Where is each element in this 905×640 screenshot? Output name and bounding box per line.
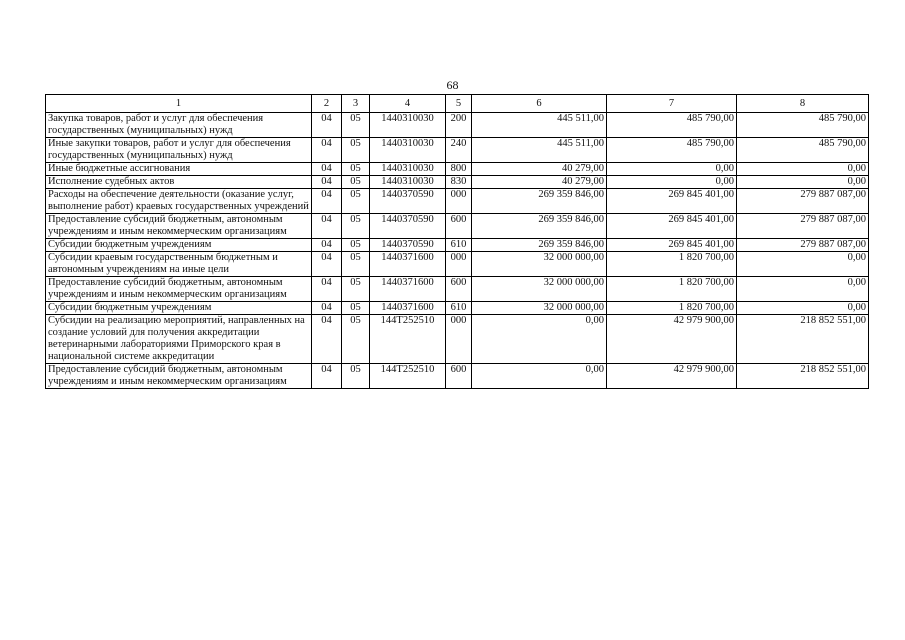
header-cell: 1 bbox=[46, 95, 312, 113]
table-row bbox=[46, 364, 869, 389]
target-article-cell: 1440370590 bbox=[370, 214, 446, 239]
table-row bbox=[46, 302, 869, 315]
expense-type-cell: 600 bbox=[446, 277, 472, 302]
row-name-cell: Предоставление субсидий бюджетным, автономным учреждениям и иным некоммерческим организациям bbox=[46, 214, 312, 239]
row-name-cell: Субсидии краевым государственным бюджетным и автономным учреждениям на иные цели bbox=[46, 252, 312, 277]
amount-col8-cell: 0,00 bbox=[737, 277, 869, 302]
amount-col7-cell: 485 790,00 bbox=[607, 113, 737, 138]
expense-type-cell: 000 bbox=[446, 315, 472, 364]
table-row bbox=[46, 214, 869, 239]
section-code-cell: 04 bbox=[312, 302, 342, 315]
section-code-cell: 04 bbox=[312, 163, 342, 176]
subsection-code-cell: 05 bbox=[342, 214, 370, 239]
amount-col6-cell: 0,00 bbox=[472, 364, 607, 389]
table-header-row bbox=[46, 95, 869, 113]
row-name-cell: Предоставление субсидий бюджетным, автономным учреждениям и иным некоммерческим организациям bbox=[46, 277, 312, 302]
expense-type-cell: 610 bbox=[446, 239, 472, 252]
expense-type-cell: 200 bbox=[446, 113, 472, 138]
subsection-code-cell: 05 bbox=[342, 252, 370, 277]
table-row bbox=[46, 277, 869, 302]
subsection-code-cell: 05 bbox=[342, 315, 370, 364]
section-code-cell: 04 bbox=[312, 214, 342, 239]
amount-col6-cell: 32 000 000,00 bbox=[472, 302, 607, 315]
target-article-cell: 1440371600 bbox=[370, 252, 446, 277]
amount-col7-cell: 1 820 700,00 bbox=[607, 252, 737, 277]
expense-type-cell: 610 bbox=[446, 302, 472, 315]
amount-col6-cell: 445 511,00 bbox=[472, 113, 607, 138]
amount-col6-cell: 445 511,00 bbox=[472, 138, 607, 163]
amount-col8-cell: 0,00 bbox=[737, 176, 869, 189]
amount-col7-cell: 42 979 900,00 bbox=[607, 364, 737, 389]
amount-col8-cell: 485 790,00 bbox=[737, 138, 869, 163]
amount-col7-cell: 42 979 900,00 bbox=[607, 315, 737, 364]
amount-col7-cell: 269 845 401,00 bbox=[607, 239, 737, 252]
amount-col6-cell: 269 359 846,00 bbox=[472, 239, 607, 252]
row-name-cell: Расходы на обеспечение деятельности (оказание услуг, выполнение работ) краевых государственных учреждений bbox=[46, 189, 312, 214]
subsection-code-cell: 05 bbox=[342, 163, 370, 176]
section-code-cell: 04 bbox=[312, 315, 342, 364]
header-cell: 2 bbox=[312, 95, 342, 113]
table-row bbox=[46, 252, 869, 277]
table-row bbox=[46, 163, 869, 176]
section-code-cell: 04 bbox=[312, 176, 342, 189]
amount-col8-cell: 279 887 087,00 bbox=[737, 189, 869, 214]
section-code-cell: 04 bbox=[312, 239, 342, 252]
table-row bbox=[46, 315, 869, 364]
expense-type-cell: 240 bbox=[446, 138, 472, 163]
budget-table bbox=[45, 94, 869, 389]
subsection-code-cell: 05 bbox=[342, 113, 370, 138]
row-name-cell: Исполнение судебных актов bbox=[46, 176, 312, 189]
header-cell: 4 bbox=[370, 95, 446, 113]
target-article-cell: 1440371600 bbox=[370, 277, 446, 302]
amount-col7-cell: 485 790,00 bbox=[607, 138, 737, 163]
expense-type-cell: 600 bbox=[446, 214, 472, 239]
target-article-cell: 1440310030 bbox=[370, 113, 446, 138]
subsection-code-cell: 05 bbox=[342, 138, 370, 163]
amount-col7-cell: 269 845 401,00 bbox=[607, 214, 737, 239]
page-number: 68 bbox=[446, 78, 459, 92]
amount-col8-cell: 0,00 bbox=[737, 302, 869, 315]
table-row bbox=[46, 239, 869, 252]
expense-type-cell: 800 bbox=[446, 163, 472, 176]
header-cell: 3 bbox=[342, 95, 370, 113]
amount-col8-cell: 0,00 bbox=[737, 252, 869, 277]
amount-col8-cell: 218 852 551,00 bbox=[737, 315, 869, 364]
amount-col6-cell: 0,00 bbox=[472, 315, 607, 364]
section-code-cell: 04 bbox=[312, 113, 342, 138]
table-row bbox=[46, 113, 869, 138]
subsection-code-cell: 05 bbox=[342, 277, 370, 302]
row-name-cell: Закупка товаров, работ и услуг для обеспечения государственных (муниципальных) нужд bbox=[46, 113, 312, 138]
table-row bbox=[46, 189, 869, 214]
header-cell: 8 bbox=[737, 95, 869, 113]
section-code-cell: 04 bbox=[312, 277, 342, 302]
target-article-cell: 1440370590 bbox=[370, 189, 446, 214]
expense-type-cell: 830 bbox=[446, 176, 472, 189]
target-article-cell: 1440370590 bbox=[370, 239, 446, 252]
subsection-code-cell: 05 bbox=[342, 239, 370, 252]
table-row bbox=[46, 176, 869, 189]
amount-col6-cell: 40 279,00 bbox=[472, 163, 607, 176]
header-cell: 7 bbox=[607, 95, 737, 113]
target-article-cell: 1440310030 bbox=[370, 163, 446, 176]
amount-col6-cell: 32 000 000,00 bbox=[472, 277, 607, 302]
amount-col8-cell: 279 887 087,00 bbox=[737, 239, 869, 252]
amount-col6-cell: 32 000 000,00 bbox=[472, 252, 607, 277]
amount-col6-cell: 269 359 846,00 bbox=[472, 189, 607, 214]
amount-col6-cell: 269 359 846,00 bbox=[472, 214, 607, 239]
amount-col8-cell: 218 852 551,00 bbox=[737, 364, 869, 389]
row-name-cell: Иные закупки товаров, работ и услуг для обеспечения государственных (муниципальных) нужд bbox=[46, 138, 312, 163]
amount-col7-cell: 0,00 bbox=[607, 176, 737, 189]
table-row bbox=[46, 138, 869, 163]
row-name-cell: Субсидии бюджетным учреждениям bbox=[46, 302, 312, 315]
expense-type-cell: 000 bbox=[446, 252, 472, 277]
target-article-cell: 144Т252510 bbox=[370, 364, 446, 389]
amount-col8-cell: 0,00 bbox=[737, 163, 869, 176]
section-code-cell: 04 bbox=[312, 252, 342, 277]
header-cell: 5 bbox=[446, 95, 472, 113]
amount-col7-cell: 1 820 700,00 bbox=[607, 277, 737, 302]
amount-col7-cell: 1 820 700,00 bbox=[607, 302, 737, 315]
amount-col6-cell: 40 279,00 bbox=[472, 176, 607, 189]
section-code-cell: 04 bbox=[312, 189, 342, 214]
subsection-code-cell: 05 bbox=[342, 176, 370, 189]
amount-col8-cell: 485 790,00 bbox=[737, 113, 869, 138]
target-article-cell: 1440310030 bbox=[370, 176, 446, 189]
row-name-cell: Предоставление субсидий бюджетным, автономным учреждениям и иным некоммерческим организациям bbox=[46, 364, 312, 389]
target-article-cell: 1440371600 bbox=[370, 302, 446, 315]
section-code-cell: 04 bbox=[312, 138, 342, 163]
amount-col7-cell: 0,00 bbox=[607, 163, 737, 176]
expense-type-cell: 600 bbox=[446, 364, 472, 389]
target-article-cell: 1440310030 bbox=[370, 138, 446, 163]
subsection-code-cell: 05 bbox=[342, 364, 370, 389]
subsection-code-cell: 05 bbox=[342, 302, 370, 315]
row-name-cell: Субсидии на реализацию мероприятий, направленных на создание условий для получения аккредитации ветеринарными лабораториями Приморского края в национальной системе аккредитации bbox=[46, 315, 312, 364]
row-name-cell: Субсидии бюджетным учреждениям bbox=[46, 239, 312, 252]
header-cell: 6 bbox=[472, 95, 607, 113]
subsection-code-cell: 05 bbox=[342, 189, 370, 214]
row-name-cell: Иные бюджетные ассигнования bbox=[46, 163, 312, 176]
amount-col7-cell: 269 845 401,00 bbox=[607, 189, 737, 214]
amount-col8-cell: 279 887 087,00 bbox=[737, 214, 869, 239]
expense-type-cell: 000 bbox=[446, 189, 472, 214]
section-code-cell: 04 bbox=[312, 364, 342, 389]
target-article-cell: 144Т252510 bbox=[370, 315, 446, 364]
